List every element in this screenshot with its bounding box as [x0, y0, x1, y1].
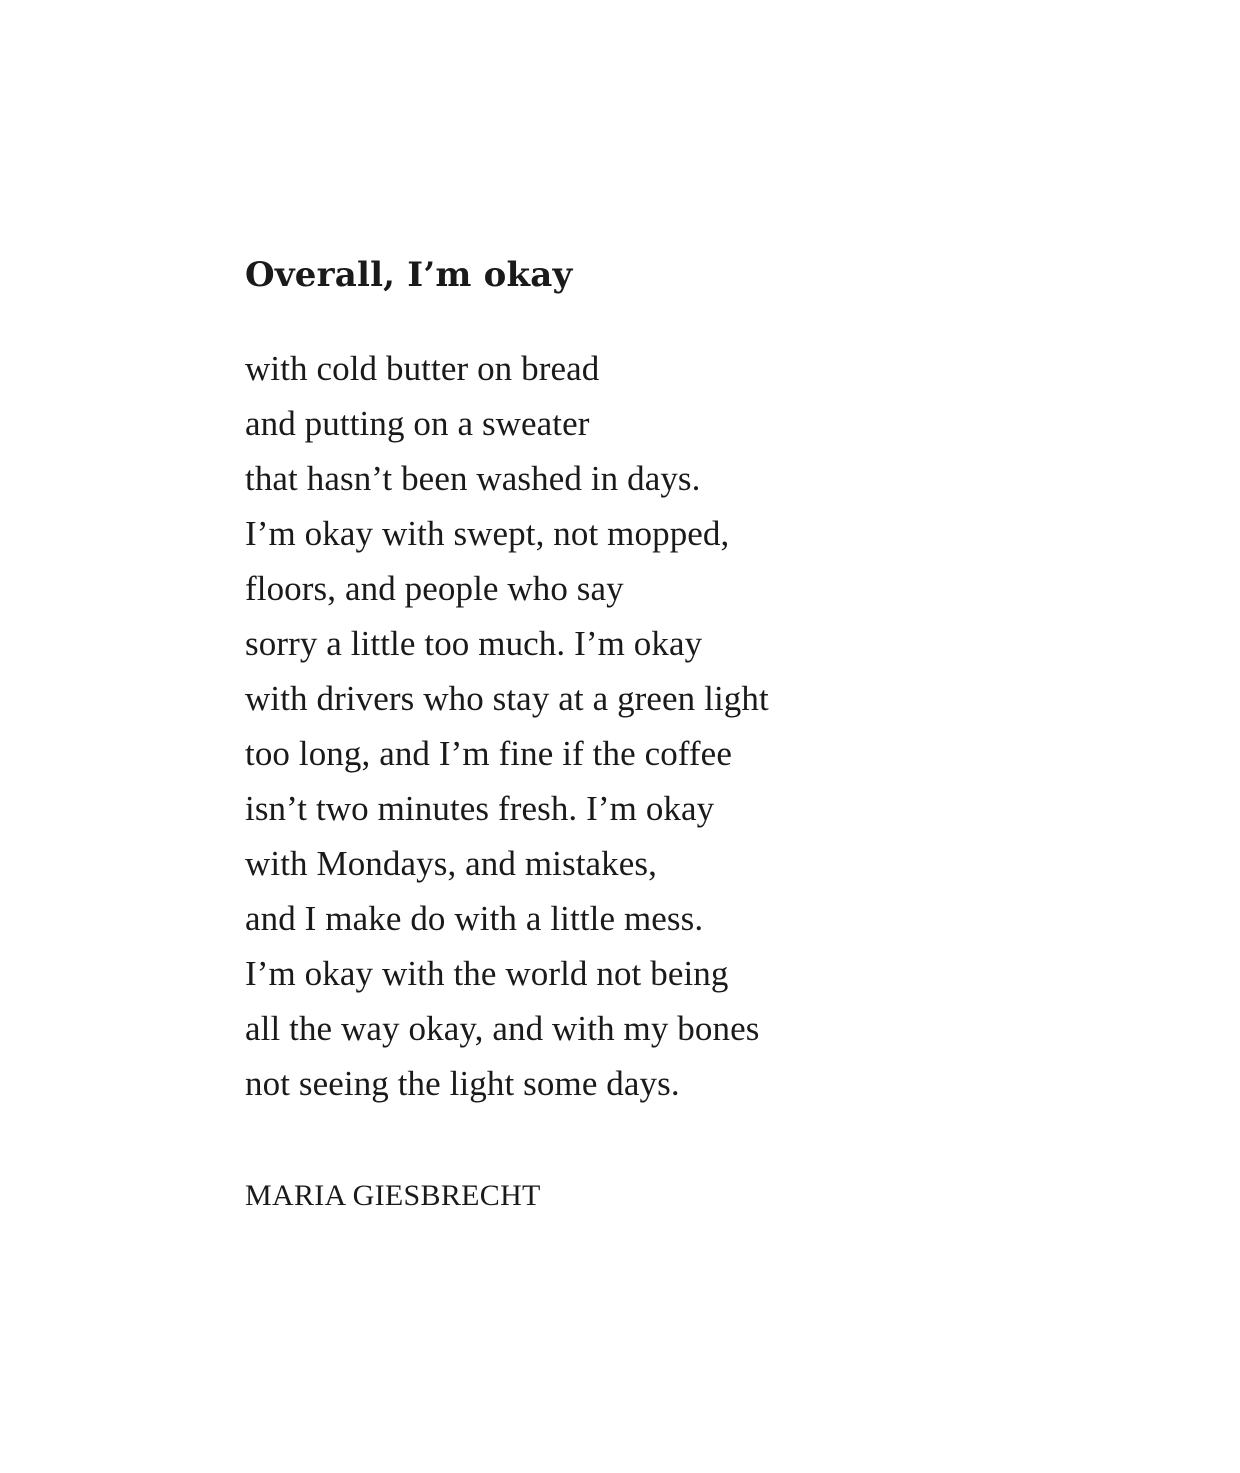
poem-line: and I make do with a little mess.	[245, 899, 704, 938]
poem-line: with Mondays, and mistakes,	[245, 844, 657, 883]
poem-line: floors, and people who say	[245, 569, 624, 608]
poem-line: isn’t two minutes fresh. I’m okay	[245, 789, 715, 828]
poem-body	[245, 346, 769, 1116]
poem-line: that hasn’t been washed in days.	[245, 459, 701, 498]
poem-line: not seeing the light some days.	[245, 1064, 680, 1103]
poem-author: MARIA GIESBRECHT	[245, 1179, 541, 1212]
poem-line: with drivers who stay at a green light	[245, 679, 769, 718]
poem-line: sorry a little too much. I’m okay	[245, 624, 703, 663]
poem-line: I’m okay with the world not being	[245, 954, 729, 993]
poem-line: too long, and I’m fine if the coffee	[245, 734, 732, 773]
poem-line: I’m okay with swept, not mopped,	[245, 514, 730, 553]
poem-line: with cold butter on bread	[245, 349, 600, 388]
poem-title: Overall, I’m okay	[245, 255, 573, 295]
poem-line: and putting on a sweater	[245, 404, 590, 443]
poem-line: all the way okay, and with my bones	[245, 1009, 760, 1048]
